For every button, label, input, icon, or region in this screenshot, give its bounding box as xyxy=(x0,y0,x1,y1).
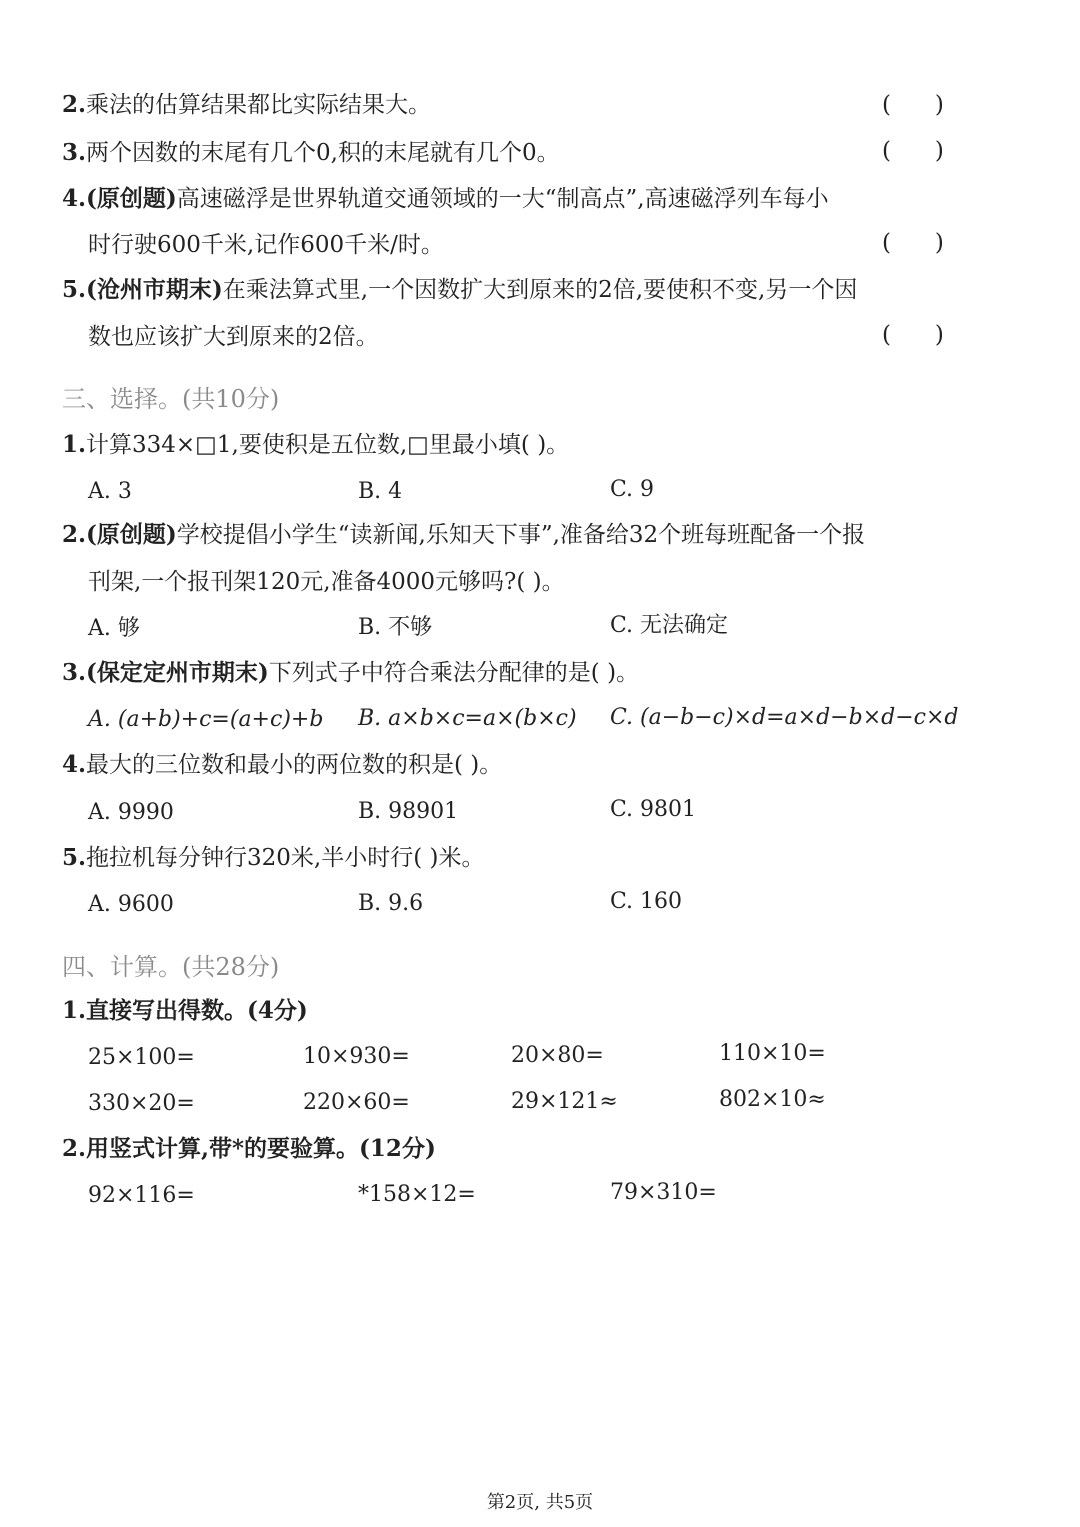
page-number: 第2页, 共5页 xyxy=(486,1492,594,1513)
option-a[interactable]: A. 3 xyxy=(88,479,132,504)
judge-question-2: 2.乘法的估算结果都比实际结果大。 xyxy=(62,91,432,118)
choice-question-1: 1.计算334×□1,要使积是五位数,□里最小填( )。 xyxy=(62,431,570,458)
choice-question-4: 4.最大的三位数和最小的两位数的积是( )。 xyxy=(62,751,503,778)
option-c[interactable]: C. 160 xyxy=(610,889,683,914)
calc-item: 220×60= xyxy=(303,1090,410,1115)
choice-question-3: 3.(保定定州市期末)下列式子中符合乘法分配律的是( )。 xyxy=(62,659,640,686)
judge-question-5: 5.(沧州市期末)在乘法算式里,一个因数扩大到原来的2倍,要使积不变,另一个因 xyxy=(62,276,858,303)
option-c[interactable]: C. 9801 xyxy=(610,797,697,822)
calc-item: 92×116= xyxy=(88,1183,195,1208)
calc-question-1: 1.直接写出得数。(4分) xyxy=(62,997,308,1024)
section-title-calc: 四、计算。(共28分) xyxy=(62,953,280,981)
answer-blank[interactable]: ( ) xyxy=(882,230,944,256)
calc-item: 79×310= xyxy=(610,1180,717,1205)
choice-question-2-cont: 刊架,一个报刊架120元,准备4000元够吗?( )。 xyxy=(88,569,565,595)
calc-item: 29×121≈ xyxy=(511,1089,618,1114)
option-a[interactable]: A. 够 xyxy=(88,616,140,641)
judge-question-4: 4.(原创题)高速磁浮是世界轨道交通领域的一大“制高点”,高速磁浮列车每小 xyxy=(62,185,829,212)
option-a[interactable]: A. 9600 xyxy=(88,892,174,917)
option-c[interactable]: C. 9 xyxy=(610,477,655,502)
option-a[interactable]: A. 9990 xyxy=(88,800,174,825)
calc-item: 10×930= xyxy=(303,1044,410,1069)
option-c[interactable]: C. (a−b−c)×d=a×d−b×d−c×d xyxy=(610,705,959,730)
calc-item: 20×80= xyxy=(511,1043,604,1068)
judge-question-4-cont: 时行驶600千米,记作600千米/时。 xyxy=(88,232,444,258)
option-b[interactable]: B. a×b×c=a×(b×c) xyxy=(358,706,577,731)
calc-item: 330×20= xyxy=(88,1091,195,1116)
calc-item: 110×10= xyxy=(719,1041,826,1066)
calc-question-2: 2.用竖式计算,带*的要验算。(12分) xyxy=(62,1135,436,1162)
answer-blank[interactable]: ( ) xyxy=(882,322,944,348)
answer-blank[interactable]: ( ) xyxy=(882,92,944,118)
calc-item: *158×12= xyxy=(358,1182,476,1207)
choice-question-2: 2.(原创题)学校提倡小学生“读新闻,乐知天下事”,准备给32个班每班配备一个报 xyxy=(62,521,866,548)
answer-blank[interactable]: ( ) xyxy=(882,138,944,164)
option-c[interactable]: C. 无法确定 xyxy=(610,613,729,638)
calc-item: 25×100= xyxy=(88,1045,195,1070)
option-a[interactable]: A. (a+b)+c=(a+c)+b xyxy=(88,707,324,732)
calc-item: 802×10≈ xyxy=(719,1087,826,1112)
option-b[interactable]: B. 4 xyxy=(358,479,403,504)
choice-question-5: 5.拖拉机每分钟行320米,半小时行( )米。 xyxy=(62,844,485,871)
option-b[interactable]: B. 不够 xyxy=(358,615,433,640)
judge-question-5-cont: 数也应该扩大到原来的2倍。 xyxy=(88,324,379,350)
section-title-choice: 三、选择。(共10分) xyxy=(62,385,280,413)
judge-question-3: 3.两个因数的末尾有几个0,积的末尾就有几个0。 xyxy=(62,139,560,166)
option-b[interactable]: B. 98901 xyxy=(358,799,459,824)
option-b[interactable]: B. 9.6 xyxy=(358,891,424,916)
